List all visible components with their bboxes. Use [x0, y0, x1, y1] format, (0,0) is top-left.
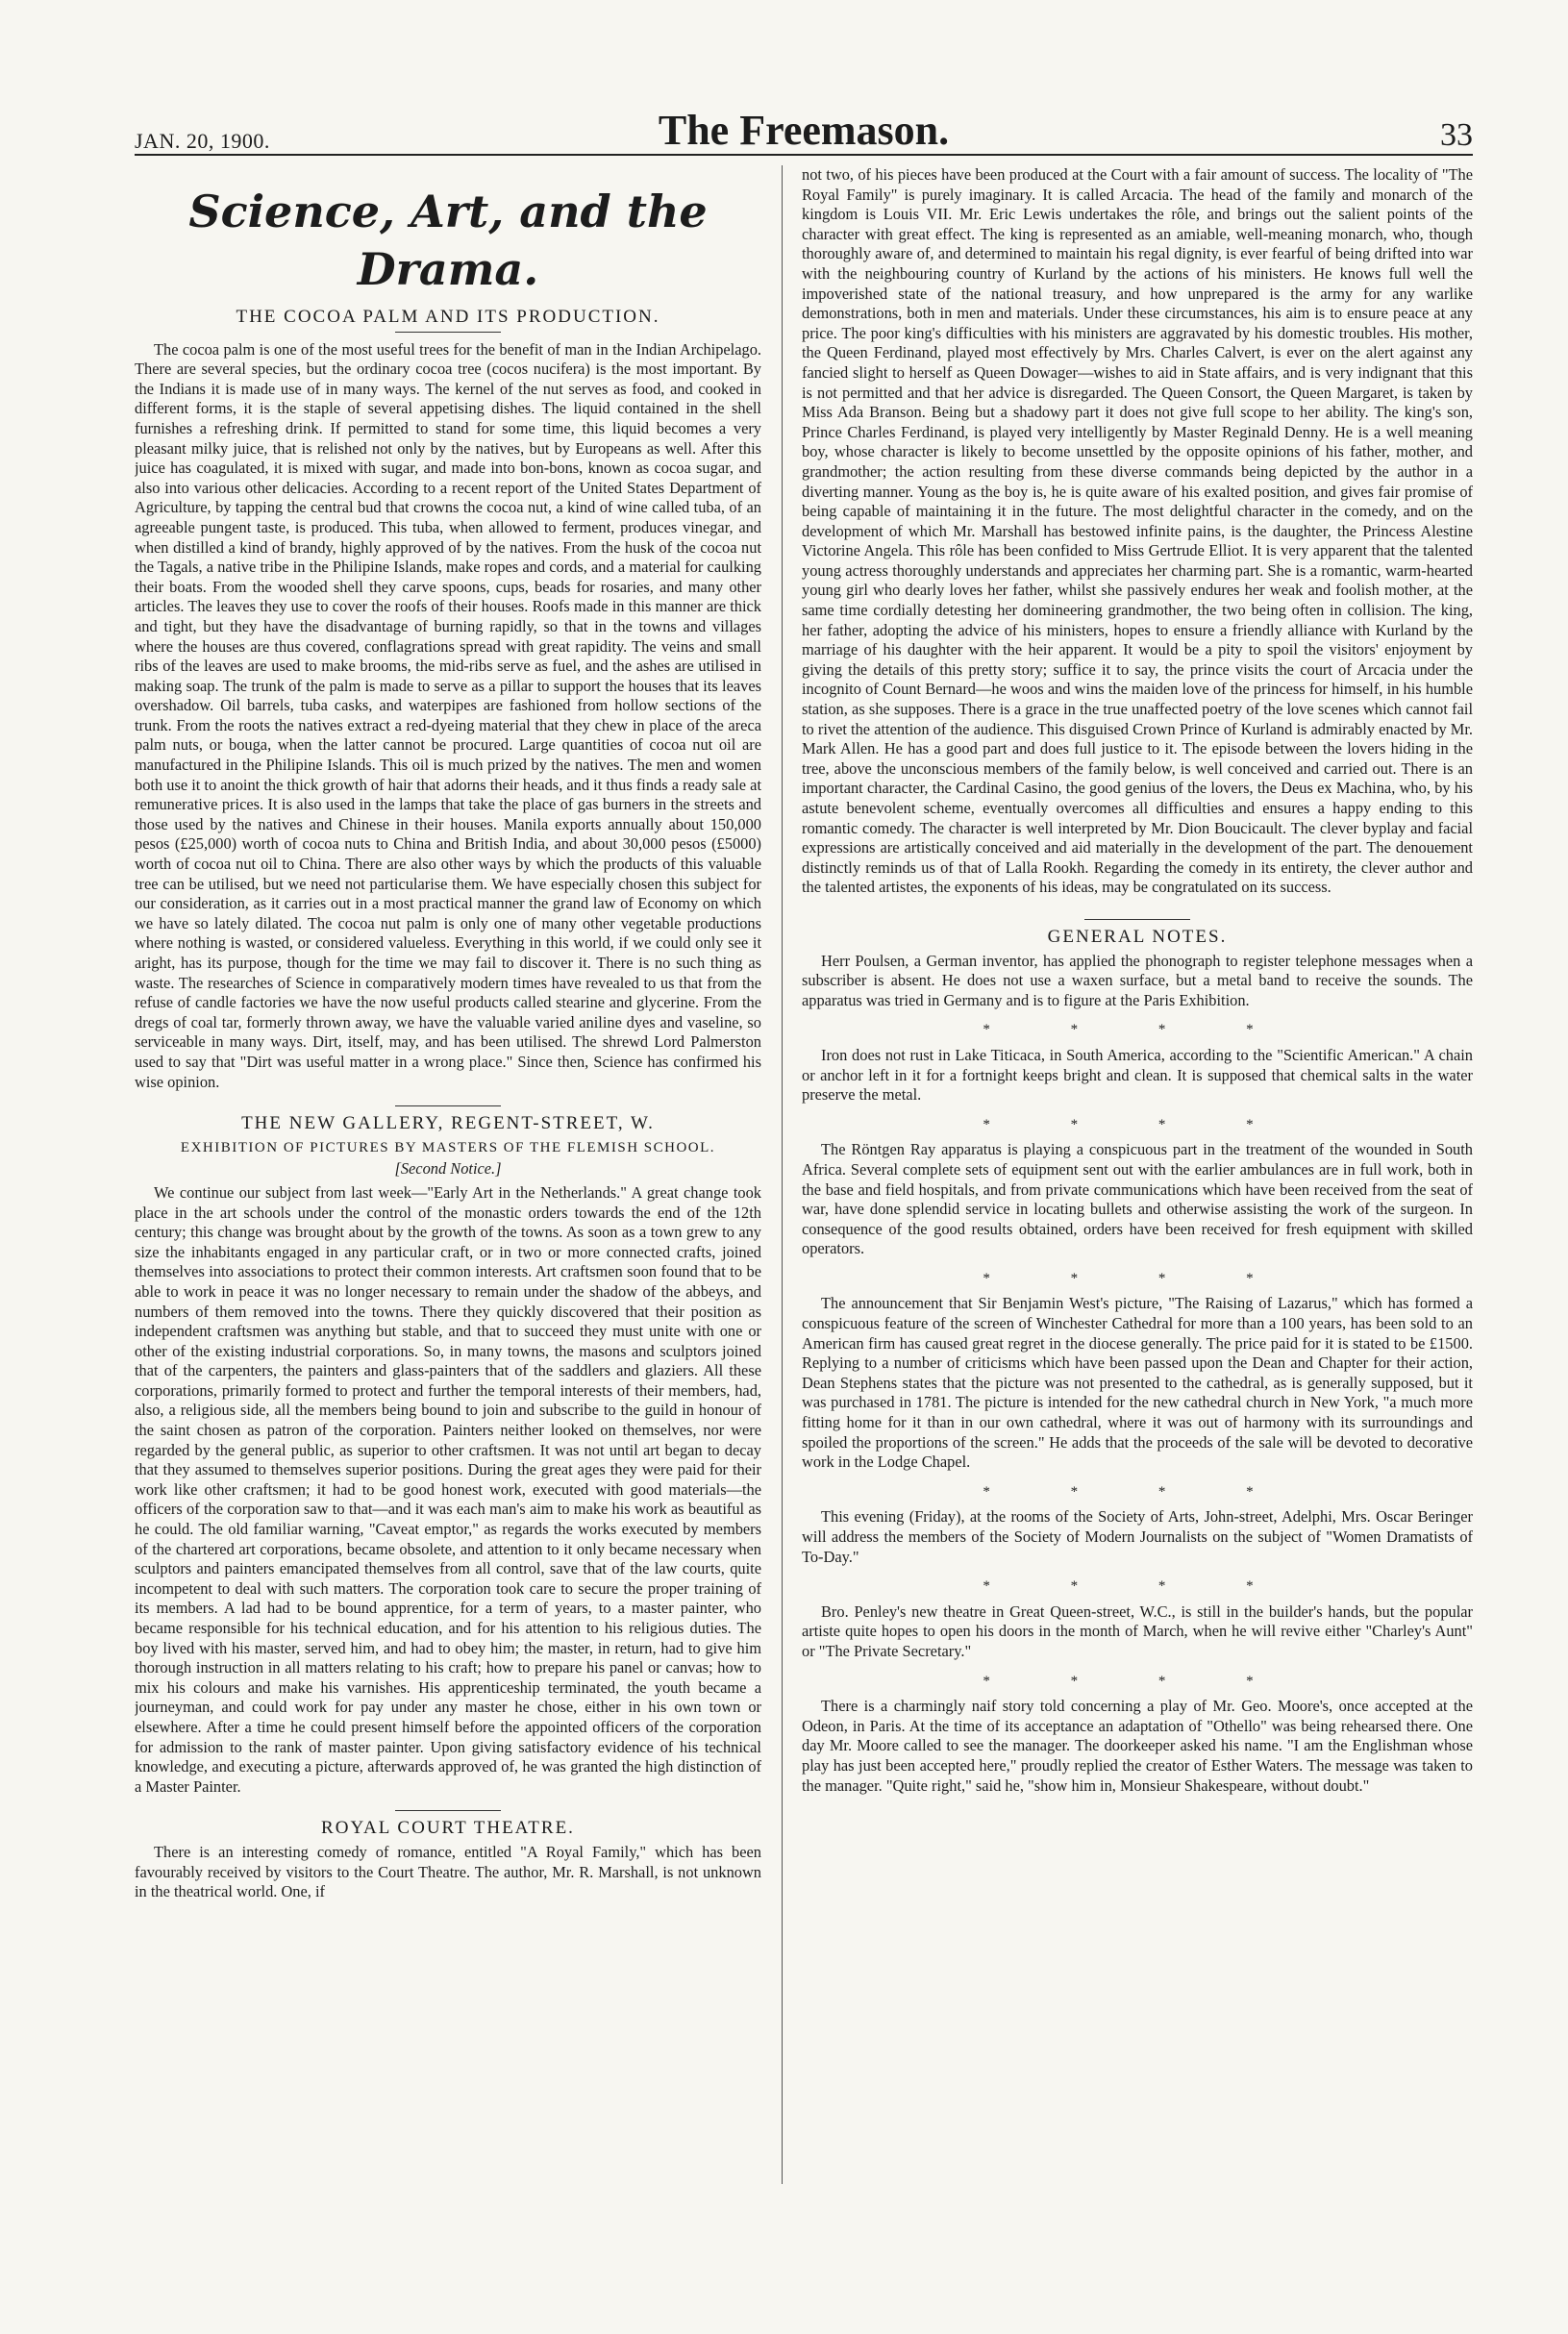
second-notice-label: [Second Notice.]: [394, 1159, 502, 1179]
note-separator: * * * *: [983, 1578, 1292, 1595]
right-column: [802, 165, 1473, 2299]
article-body-new-gallery: We continue our subject from last week—"Early Art in the Netherlands." A great change took place in the art schools under the control of the monastic orders towards the end of the 12th century; this change was brought about by the growth of the towns. As soon as a town grew to any size the inhabitants engaged in any particular craft, or in two or more connected crafts, joined themselves into associations to protect their common interests. Art craftsmen soon found that to be able to work in peace it was no longer necessary to remain under the shadow of the abbeys, and numbers of them removed into the towns. There they quickly discovered that their position as independent craftsmen was anything but stable, and that to succeed they must unite with one or other of the existing industrial corporations. So, in many towns, the masons and sculptors joined that of the carpenters, the painters and glass-painters that of the saddlers and glaziers. All these corporations, primarily formed to protect and further the temporal interests of their members, had, also, a religious side, all the members being bound to join and subscribe to the guild in honour of the saint chosen as patron of the corporation. Painters neither looked on themselves, nor were regarded by the general public, as superior to other craftsmen. It was not until art began to decay that they assumed to themselves superior positions. During the great ages they were paid for their work like other craftsmen; it had to be good honest work, executed with good materials—the officers of the corporation saw to that—and it was each man's aim to make his work as beautiful as he could. The old familiar warning, "Caveat emptor," as regards the works executed by members of the chartered art corporations, became obsolete, and attention to it only became necessary when sculptors and painters emancipated themselves from all control, save that of the law courts, quite incompetent to deal with such matters. The corporation took care to secure the proper training of its members. A lad had to be bound apprentice, for a term of years, to a master painter, who became responsible for his technical education, and for his attention to his religious duties. The boy lived with his master, served him, and had to obey him; the master, in return, had to give him thorough instruction in all matters relating to his craft; how to prepare his panel or canvas; how to mix his colours and make his varnishes. His apprenticeship terminated, the youth became a journeyman, and could work for pay under any master he chose, either in his own town or elsewhere. After a time he could present himself before the appointed officers of the corporation for admission to the rank of master painter. Upon giving satisfactory evidence of his technical knowledge, and executing a picture, afterwards approved of, he was granted the high distinction of a Master Painter.: [135, 1182, 761, 1796]
note-item: Herr Poulsen, a German inventor, has applied the phonograph to register telephone messages when a subscriber is absent. He does not use a waxen surface, but a metal band to receive the sounds. The apparatus was tried in Germany and is to figure at the Paris Exhibition.: [802, 951, 1473, 1009]
note-separator: * * * *: [983, 1673, 1292, 1689]
general-notes-title: GENERAL NOTES.: [1047, 926, 1228, 947]
page-number: 33: [1440, 117, 1473, 153]
article-separator: [1084, 919, 1190, 920]
note-separator: * * * *: [983, 1022, 1292, 1038]
newspaper-title: The Freemason.: [658, 107, 950, 154]
note-item: The announcement that Sir Benjamin West's picture, "The Raising of Lazarus," which has formed a conspicuous feature of the screen of Winchester Cathedral for more than a 100 years, has been sold to an American firm has caused great regret in the diocese generally. The price paid for it is stated to be £1500. Replying to a number of criticisms which have been passed upon the Dean and Chapter for their action, Dean Stephens states that the picture was not presented to the cathedral, as is generally supposed, but it was purchased in 1781. The picture is intended for the new cathedral church in New York, "a much more fitting home for it than in our own cathedral, where it was out of harmony with its surroundings and spoiled the proportions of the screen." He adds that the proceeds of the sale will be devoted to decorative work in the Lodge Chapel.: [802, 1294, 1473, 1472]
article-title-cocoa-palm: THE COCOA PALM AND ITS PRODUCTION.: [236, 307, 660, 327]
note-item: The Röntgen Ray apparatus is playing a conspicuous part in the treatment of the wounded in South Africa. Several complete sets of equipment sent out with the earlier ambulances are in full work, both in the base and field hospitals, and from private communications which have been received from the seat of war, have done splendid service in locating bullets and otherwise assisting the work of the surgeon. In consequence of the good results obtained, orders have been received for fresh equipment with skilled operators.: [802, 1140, 1473, 1258]
note-item: This evening (Friday), at the rooms of the Society of Arts, John-street, Adelphi, Mrs. Oscar Beringer will address the members of the Society of Modern Journalists on the subject of "Women Dramatists of To-Day.": [802, 1507, 1473, 1566]
title-rule: [395, 332, 501, 333]
left-column: [135, 165, 761, 2299]
issue-date: JAN. 20, 1900.: [135, 129, 270, 153]
note-item: There is a charmingly naif story told concerning a play of Mr. Geo. Moore's, once accepted at the Odeon, in Paris. At the time of its acceptance an adaptation of "Othello" was being rehearsed there. One day Mr. Moore called to see the manager. The doorkeeper asked his name. "I am the Englishman whose play has just been accepted here," proudly replied the creator of Esther Waters. The message was taken to the manager. "Quite right," said he, "show him in, Monsieur Shakespeare, without doubt.": [802, 1697, 1473, 1795]
note-item: Bro. Penley's new theatre in Great Queen-street, W.C., is still in the builder's hands, but the popular artiste quite hopes to open his doors in the month of March, when he will revive either "Charley's Aunt" or "The Private Secretary.": [802, 1602, 1473, 1660]
article-title-new-gallery: THE NEW GALLERY, REGENT-STREET, W.: [241, 1113, 655, 1134]
note-separator: * * * *: [983, 1483, 1292, 1500]
page-header: [135, 106, 1473, 156]
column-divider: [782, 165, 783, 2184]
article-body-royal-court: There is an interesting comedy of romance, entitled "A Royal Family," which has been favourably received by visitors to the Court Theatre. The author, Mr. R. Marshall, is not unknown in the theatrical world. One, if: [135, 1842, 761, 1901]
article-separator: [395, 1105, 501, 1106]
note-separator: * * * *: [983, 1270, 1292, 1286]
note-separator: * * * *: [983, 1116, 1292, 1132]
note-item: Iron does not rust in Lake Titicaca, in South America, according to the "Scientific American." A chain or anchor left in it for a fortnight keeps bright and clean. It is supposed that chemical salts in the water preserve the metal.: [802, 1045, 1473, 1105]
article-body-cocoa-palm: The cocoa palm is one of the most useful trees for the benefit of man in the Indian Archipelago. There are several species, but the ordinary cocoa tree (cocos nucifera) is the most important. By the Indians it is made use of in many ways. The kernel of the nut serves as food, and cooked in different forms, it is the staple of several appetising dishes. The liquid contained in the shell furnishes a refreshing drink. If permitted to stand for some time, this liquid becomes a very pleasant milky juice, that is relished not only by the natives, but by Europeans as well. After this juice has coagulated, it is mixed with sugar, and made into bon-bons, known as cocoa sugar, and also into various other delicacies. According to a recent report of the United States Department of Agriculture, by tapping the central bud that crowns the cocoa nut, a kind of wine called tuba, of an agreeable pungent taste, is produced. This tuba, when allowed to ferment, produces vinegar, and when distilled a kind of brandy, highly approved of by the natives. From the husk of the cocoa nut the Tagals, a native tribe in the Philipine Islands, make ropes and cords, and a material for caulking their boats. From the wooded shell they carve spoons, cups, beads for rosaries, and many other articles. The leaves they use to cover the roofs of their houses. Roofs made in this manner are thick and tight, but they have the disadvantage of burning rapidly, so that in the towns and villages where the houses are thus covered, conflagrations spread with great rapidity. The veins and small ribs of the leaves are used to make brooms, the mid-ribs serve as fuel, and the ashes are utilised in making soap. The trunk of the palm is made to serve as a pillar to support the houses that its leaves overshadow. Oil barrels, tuba casks, and waterpipes are fashioned from hollow sections of the trunk. From the roots the natives extract a red-dyeing material that they chew in place of the areca palm nuts, or bouga, when the latter cannot be procured. Large quantities of cocoa nut oil are manufactured in the Philipine Islands. This oil is much prized by the natives. The men and women both use it to anoint the thick growth of hair that adorns their heads, and it thus finds a ready sale at remunerative prices. It is also used in the lamps that take the place of gas burners in the streets and those used by the natives and Chinese in their houses. Manila exports annually about 150,000 pesos (£25,000) worth of cocoa nuts to China and British India, and about 30,000 pesos (£5000) worth of cocoa nut oil to China. There are also other ways by which the products of this valuable tree can be utilised, but we need not particularise them. We have especially chosen this subject for our consideration, as it carries out in a most practical manner the grand law of Economy on which we have so lately dilated. The cocoa nut palm is only one of many other vegetable productions where nothing is wasted, or considered valueless. Everything in this world, if we could only see it aright, has its purpose, though for the time we may fail to discover it. There is no such thing as waste. The researches of Science in comparatively modern times have revealed to us that from the refuse of candle factories we have the now useful products called stearine and glycerine. From the dregs of coal tar, formerly thrown away, we have the valuable varied aniline dyes and vaseline, so serviceable in many ways. Dirt, itself, may, and has been utilised. The shrewd Lord Palmerston used to say that "Dirt was useful matter in a wrong place." Since then, Science has confirmed his wise opinion.: [135, 339, 761, 1091]
article-continuation-royal-court: not two, of his pieces have been produced at the Court with a fair amount of success. The locality of "The Royal Family" is purely imaginary. It is called Arcacia. The head of the family and monarch of the kingdom is Louis VII. Mr. Eric Lewis undertakes the rôle, and brings out the salient points of the character with great effect. The king is represented as an amiable, well-meaning monarch, who, though thoroughly aware of, and determined to maintain his regal dignity, is ever fearful of being drifted into war with the neighbouring country of Kurland by the actions of his ministers. He knows full well the impoverished state of the national treasury, and how unprepared is the army for any warlike demonstrations, both in men and materials. Under these circumstances, his aim is to ensure peace at any price. The poor king's difficulties with his ministers are aggravated by his domestic troubles. His mother, the Queen Ferdinand, played most effectively by Mrs. Charles Calvert, is ever on the alert against any fancied slight to herself as Queen Dowager—wishes to aid in State affairs, and is very indignant that this is not permitted and that her advice is disregarded. The Queen Consort, the Queen Margaret, is taken by Miss Ada Branson. Being but a shadowy part it does not give full scope to her ability. The king's son, Prince Charles Ferdinand, is played very intelligently by Master Reginald Denny. He is a well meaning boy, whose character is likely to become unsettled by the opposite opinions of his father, mother, and grandmother; the action resulting from these diverse commands being depicted by the author in a diverting manner. Young as the boy is, he is quite aware of his exalted position, and gives fair promise of being capable of maintaining it in the future. The most delightful character in the comedy, and on the development of which Mr. Marshall has bestowed infinite pains, is the daughter, the Princess Alestine Victorine Angela. This rôle has been confided to Miss Gertrude Elliot. It is very apparent that the talented young actress thoroughly understands and appreciates her charming part. She is a romantic, warm-hearted young girl who dearly loves her father, whilst she passively endures her weak and foolish mother, at the same time cordially detesting her domineering grandmother, the two being often in collision. The king, her father, adopting the advice of his ministers, hopes to ensure a friendly alliance with Kurland by the marriage of his daughter with the heir apparent. It would be a pity to spoil the visitors' enjoyment by giving the details of this pretty story; suffice it to say, the prince visits the court of Arcacia under the incognito of Count Bernard—he woos and wins the maiden love of the princess for himself, in his humble station, as she supposes. There is a grace in the true unaffected poetry of the love scenes which cannot fail to rivet the attention of the audience. This disguised Crown Prince of Kurland is admirably enacted by Mr. Mark Allen. He has a good part and does full justice to it. The episode between the lovers hiding in the tree, above the unconscious members of the family below, is well conceived and carried out. There is an important character, the Cardinal Casino, the good genius of the lovers, the Deus ex Machina, who, by his astute benevolent scheme, eventually overcomes all difficulties and ensures a happy ending to this romantic comedy. The character is well interpreted by Mr. Dion Boucicault. The clever byplay and facial expressions are artistically conceived and aid materially in the development of the part. The denouement distinctly reminds us of that of Lalla Rookh. Regarding the comedy in its entirety, the clever author and the talented artistes, the exponents of his ideas, may be congratulated on its success.: [802, 165, 1473, 897]
article-separator: [395, 1810, 501, 1811]
header-rule: [135, 154, 1473, 156]
article-title-royal-court: ROYAL COURT THEATRE.: [321, 1818, 575, 1839]
article-subtitle-new-gallery: EXHIBITION OF PICTURES BY MASTERS OF THE FLEMISH SCHOOL.: [180, 1139, 716, 1155]
section-title: Science, Art, and the Drama.: [188, 186, 708, 295]
